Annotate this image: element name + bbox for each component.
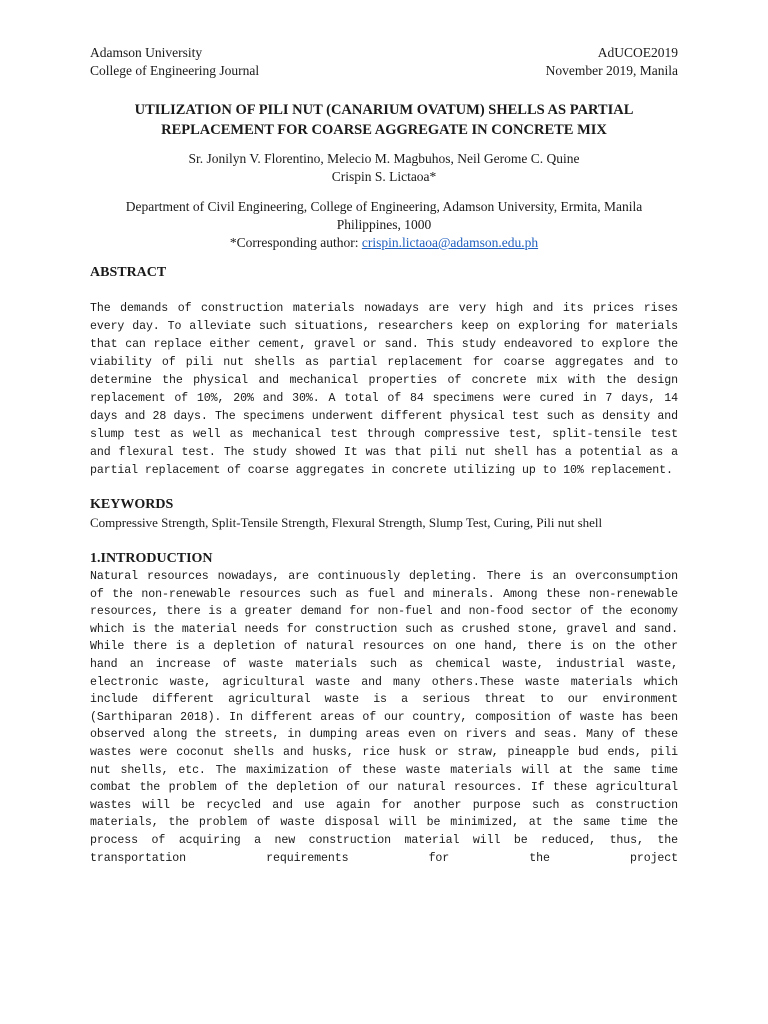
conference-id: AdUCOE2019 xyxy=(597,45,678,60)
header-right xyxy=(546,44,678,80)
abstract-text: The demands of construction materials nowadays are very high and its prices rises every day. To alleviate such situations, researchers keep on exploring for materials that can replace either cement, gravel or sand. This study endeavored to explore the viability of pili nut shells as partial replacement for coarse aggregates and to determine the physical and mechanical properties of concrete mix with the design replacement of 10%, 20% and 30%. A total of 84 specimens were cured in 7 days, 14 days and 28 days. The specimens underwent different physical test such as density and slump test as well as mechanical test through compressive test, split-tensile test and flexural test. The study showed It was that pili nut shell has a potential as a partial replacement of coarse aggregates in concrete utilizing up to 10% replacement. xyxy=(90,302,678,477)
date-place: November 2019, Manila xyxy=(545,63,678,78)
keywords-heading: KEYWORDS xyxy=(90,497,174,512)
title-line-2: REPLACEMENT FOR COARSE AGGREGATE IN CONCRETE MIX xyxy=(161,122,607,138)
affiliation xyxy=(90,198,678,252)
journal-name: College of Engineering Journal xyxy=(90,63,260,78)
introduction-text: Natural resources nowadays, are continuously depleting. There is an overconsumption of the non-renewable resources such as fuel and minerals. Among these non-renewable resources, there is a greater demand for non-fuel and non-food sector of the economy which is the material needs for construction such as crushed stone, gravel and sand. While there is a depletion of natural resources on one hand, there is on the other hand an increase of waste materials such as chemical waste, industrial waste, electronic waste, agricultural waste and many others.These waste materials which include different agricultural waste is a serious threat to our environment (Sarthiparan 2018). In different areas of our country, composition of waste has been observed along the streets, in dumping areas even on rivers and seas. Many of these wastes were coconut shells and husks, rice husk or straw, pineapple bud ends, pili nut shells, etc. The maximization of these waste materials will at the same time combat the problem of the depletion of our natural resources. If these agricultural wastes will be recycled and use again for another purpose such as construction materials, the problem of waste disposal will be minimized, at the same time the process of acquiring a new construction material will be reduced, thus, the transportation requirements for the project xyxy=(90,570,678,865)
author-list xyxy=(90,150,678,186)
paper-title xyxy=(90,100,678,140)
paper-page xyxy=(90,44,678,885)
header-left xyxy=(90,44,259,80)
corresponding-label: *Corresponding author: xyxy=(229,235,362,250)
introduction-heading: 1.INTRODUCTION xyxy=(90,551,213,566)
corresponding-author xyxy=(90,234,678,252)
page-header xyxy=(90,44,678,80)
title-line-1: UTILIZATION OF PILI NUT (CANARIUM OVATUM) SHELLS AS PARTIAL xyxy=(134,102,634,118)
abstract-heading: ABSTRACT xyxy=(90,265,167,280)
authors-line-1: Sr. Jonilyn V. Florentino, Melecio M. Magbuhos, Neil Gerome C. Quine xyxy=(188,151,580,166)
keywords-text: Compressive Strength, Split-Tensile Strength, Flexural Strength, Slump Test, Curing, Pili nut shell xyxy=(90,515,603,530)
university-name: Adamson University xyxy=(90,45,203,60)
affiliation-line-1: Department of Civil Engineering, College of Engineering, Adamson University, Ermita, Manila xyxy=(125,199,643,214)
authors-line-2: Crispin S. Lictaoa* xyxy=(331,169,437,184)
corresponding-email-link[interactable]: crispin.lictaoa@adamson.edu.ph xyxy=(361,235,539,250)
affiliation-line-2: Philippines, 1000 xyxy=(336,217,432,232)
